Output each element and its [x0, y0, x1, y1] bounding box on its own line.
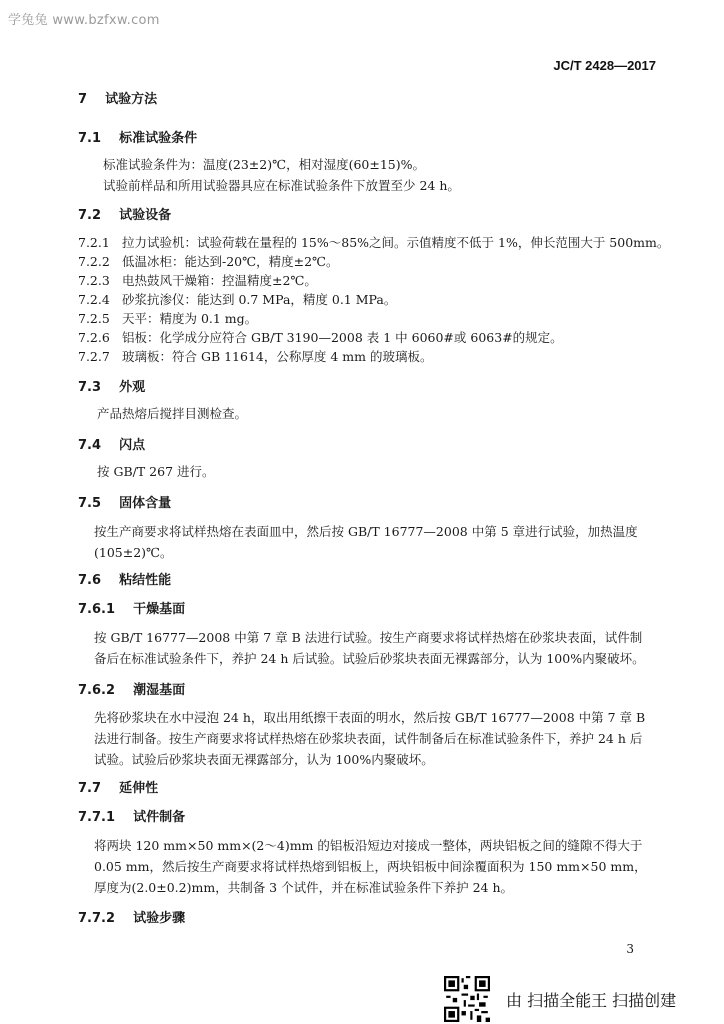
list-item: [78, 309, 257, 327]
watermark: 学兔兔 www.bzfxw.com: [8, 13, 160, 28]
section-title: 标准试验条件: [119, 131, 198, 146]
section-7-7-2-heading: [78, 907, 185, 926]
section-title: 外观: [119, 380, 146, 395]
section-title: 干燥基面: [133, 602, 186, 617]
item-number: 7.2.3: [78, 273, 110, 288]
section-7-heading: [78, 88, 157, 107]
list-item: [78, 347, 432, 365]
section-7-6-2-heading: [78, 679, 185, 698]
item-text: 砂浆抗渗仪：能达到 0.7 MPa，精度 0.1 MPa。: [121, 292, 397, 307]
section-title: 固体含量: [119, 496, 172, 511]
paragraph-line: 试验前样品和所用试验器具应在标准试验条件下放置至少 24 h。: [103, 178, 460, 193]
section-title: 延伸性: [119, 781, 159, 796]
section-number: 7.3: [78, 380, 102, 395]
list-item: [78, 252, 339, 270]
section-number: 7.6.1: [78, 602, 116, 617]
standard-code: JC/T 2428—2017: [553, 58, 656, 73]
list-item: [78, 233, 669, 251]
scanner-brand: 由 扫描全能王 扫描创建: [506, 991, 677, 1010]
paragraph: 先将砂浆块在水中浸泡 24 h，取出用纸擦干表面的明水，然后按 GB/T 16777—2008 中第 7 章 B 法进行制备。按生产商要求将试样热熔在砂浆块表面，试件制备后在标准试验条件下，养护 24 h 后试验。试验后砂浆块表面无裸露部分，认为 100%内聚破坏。: [94, 710, 646, 767]
section-7-3-heading: [78, 376, 145, 395]
section-title: 潮湿基面: [133, 683, 186, 698]
paragraph: 将两块 120 mm×50 mm×(2～4)mm 的铝板沿短边对接成一整体，两块铝板之间的缝隙不得大于 0.05 mm，然后按生产商要求将试样热熔到铝板上，两块铝板中间涂覆面积为 150 mm×50 mm，厚度为(2.0±0.2)mm，共制备 3 个试件，并在标准试验条件下养护 24 h。: [94, 838, 647, 895]
item-number: 7.2.7: [78, 349, 110, 364]
section-title: 试验方法: [105, 92, 158, 107]
item-text: 电热鼓风干燥箱：控温精度±2℃。: [121, 273, 317, 288]
item-number: 7.2.4: [78, 292, 110, 307]
section-7-7-heading: [78, 777, 158, 796]
section-number: 7: [78, 92, 88, 107]
item-text: 低温冰柜：能达到-20℃，精度±2℃。: [121, 254, 339, 269]
section-number: 7.1: [78, 131, 102, 146]
list-item: [78, 271, 317, 289]
section-7-6-1-heading: [78, 598, 185, 617]
paragraph: 按 GB/T 16777—2008 中第 7 章 B 法进行试验。按生产商要求将试样热熔在砂浆块表面，试件制备后在标准试验条件下，养护 24 h 后试验。试验后砂浆块表面无裸露部分，认为 100%内聚破坏。: [94, 630, 645, 666]
section-number: 7.6: [78, 573, 102, 588]
item-number: 7.2.5: [78, 311, 110, 326]
item-text: 天平：精度为 0.1 mg。: [121, 311, 258, 326]
section-title: 闪点: [119, 438, 146, 453]
item-number: 7.2.6: [78, 330, 110, 345]
item-text: 铝板：化学成分应符合 GB/T 3190—2008 表 1 中 6060#或 6063#的规定。: [121, 330, 563, 345]
section-7-7-1-heading: [78, 806, 185, 825]
section-7-2-heading: [78, 204, 171, 223]
section-title: 试验步骤: [133, 911, 186, 926]
list-item: [78, 328, 563, 346]
item-text: 拉力试验机：试验荷载在量程的 15%～85%之间。示值精度不低于 1%，伸长范围大于 500mm。: [121, 235, 670, 250]
section-number: 7.7: [78, 781, 102, 796]
paragraph-line: 按 GB/T 267 进行。: [97, 464, 215, 479]
qr-code-icon: [444, 976, 490, 1022]
section-title: 粘结性能: [119, 573, 172, 588]
section-number: 7.7.1: [78, 810, 116, 825]
item-number: 7.2.1: [78, 235, 110, 250]
section-number: 7.7.2: [78, 911, 116, 926]
section-title: 试验设备: [119, 208, 172, 223]
section-number: 7.2: [78, 208, 102, 223]
list-item: [78, 290, 396, 308]
section-7-5-heading: [78, 492, 171, 511]
section-7-4-heading: [78, 434, 145, 453]
section-number: 7.5: [78, 496, 102, 511]
section-number: 7.4: [78, 438, 102, 453]
paragraph: 按生产商要求将试样热熔在表面皿中，然后按 GB/T 16777—2008 中第 5 章进行试验，加热温度(105±2)℃。: [94, 524, 638, 560]
paragraph-line: 标准试验条件为：温度(23±2)℃，相对湿度(60±15)%。: [103, 157, 425, 172]
section-number: 7.6.2: [78, 683, 116, 698]
item-text: 玻璃板：符合 GB 11614，公称厚度 4 mm 的玻璃板。: [121, 349, 433, 364]
section-7-6-heading: [78, 569, 171, 588]
section-title: 试件制备: [133, 810, 186, 825]
paragraph-line: 产品热熔后搅拌目测检查。: [97, 406, 248, 421]
item-number: 7.2.2: [78, 254, 110, 269]
section-7-1-heading: [78, 127, 197, 146]
page-number: 3: [626, 942, 634, 956]
